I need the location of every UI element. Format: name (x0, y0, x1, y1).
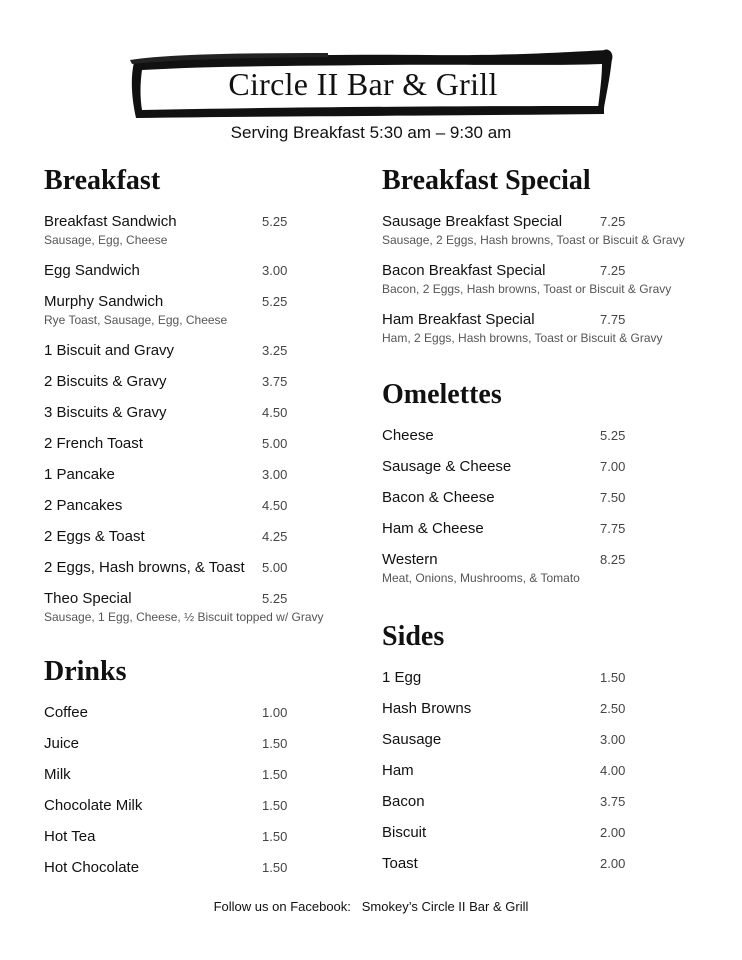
menu-item-row (382, 212, 712, 232)
menu-item-row (44, 558, 344, 578)
menu-item (44, 341, 344, 372)
menu-item-price: 7.75 (600, 312, 626, 327)
section-sides (382, 620, 712, 885)
menu-item-price: 7.25 (600, 263, 626, 278)
menu-item-price: 7.00 (600, 459, 626, 474)
menu-item-name: Ham (382, 762, 414, 779)
menu-item-price: 8.25 (600, 552, 626, 567)
menu-item-row (382, 426, 712, 446)
menu-item-row (382, 457, 712, 477)
menu-item-name: 1 Egg (382, 669, 422, 686)
menu-item-name: Bacon (382, 793, 425, 810)
menu-item-row (382, 261, 712, 281)
section-omelettes (382, 378, 712, 599)
menu-item (44, 292, 344, 341)
menu-item-price: 2.00 (600, 825, 626, 840)
menu-item (382, 457, 712, 488)
menu-item-name: Hot Chocolate (44, 859, 140, 876)
menu-item-row (44, 212, 344, 232)
menu-item-row (44, 589, 344, 609)
item-list (44, 212, 344, 638)
menu-item-price: 3.75 (262, 374, 288, 389)
serving-hours: Serving Breakfast 5:30 am – 9:30 am (230, 123, 512, 142)
menu-item-row (44, 796, 344, 816)
menu-item-row (382, 668, 712, 688)
menu-item-price: 5.25 (262, 591, 288, 606)
menu-item-name: Biscuit (382, 824, 427, 841)
menu-item (44, 212, 344, 261)
menu-item (44, 858, 344, 889)
menu-item-name: 1 Biscuit and Gravy (44, 342, 175, 359)
menu-item-price: 1.00 (262, 705, 288, 720)
menu-item (44, 434, 344, 465)
menu-item-name: Sausage & Cheese (382, 458, 512, 475)
menu-item-price: 7.75 (600, 521, 626, 536)
menu-item-row (44, 858, 344, 878)
menu-item (382, 668, 712, 699)
menu-item (44, 703, 344, 734)
menu-item-row (382, 792, 712, 812)
section-title: Breakfast Special (382, 165, 591, 196)
menu-item-row (44, 292, 344, 312)
section-title: Breakfast (44, 165, 161, 196)
menu-item-description: Ham, 2 Eggs, Hash browns, Toast or Biscuit & Gravy (382, 331, 663, 345)
menu-item (44, 261, 344, 292)
menu-item-price: 1.50 (600, 670, 626, 685)
menu-item-name: Hash Browns (382, 700, 472, 717)
menu-item-row (382, 823, 712, 843)
menu-item-name: 2 Eggs & Toast (44, 528, 145, 545)
menu-item-row (44, 827, 344, 847)
facebook-footer: Follow us on Facebook: Smokey’s Circle II Bar & Grill (213, 899, 529, 914)
item-list (382, 212, 712, 359)
menu-item-row (44, 434, 344, 454)
menu-item (382, 699, 712, 730)
section-breakfast-special (382, 164, 712, 359)
menu-item (44, 734, 344, 765)
menu-item-description: Meat, Onions, Mushrooms, & Tomato (382, 571, 580, 585)
menu-item-row (44, 703, 344, 723)
menu-item (382, 426, 712, 457)
menu-item-name: Chocolate Milk (44, 797, 143, 814)
menu-item-price: 3.75 (600, 794, 626, 809)
menu-item-row (44, 527, 344, 547)
section-title: Omelettes (382, 379, 502, 410)
menu-item-name: Western (382, 551, 438, 568)
menu-item-row (382, 730, 712, 750)
menu-item-description: Sausage, 2 Eggs, Hash browns, Toast or Biscuit & Gravy (382, 233, 685, 247)
menu-item-row (382, 761, 712, 781)
menu-item-row (44, 765, 344, 785)
menu-item-description: Rye Toast, Sausage, Egg, Cheese (44, 313, 228, 327)
menu-item-price: 4.50 (262, 498, 288, 513)
menu-item-description: Sausage, Egg, Cheese (44, 233, 168, 247)
menu-item-price: 5.00 (262, 436, 288, 451)
menu-item (382, 212, 712, 261)
menu-item-price: 5.00 (262, 560, 288, 575)
menu-item-price: 1.50 (262, 767, 288, 782)
menu-item (382, 488, 712, 519)
menu-item-price: 2.00 (600, 856, 626, 871)
menu-item (44, 403, 344, 434)
item-list (44, 703, 344, 889)
menu-item-name: Bacon & Cheese (382, 489, 495, 506)
menu-item-row (382, 519, 712, 539)
menu-item (382, 854, 712, 885)
menu-item-name: Theo Special (44, 590, 132, 607)
menu-item-price: 5.25 (600, 428, 626, 443)
menu-item-price: 3.00 (600, 732, 626, 747)
menu-item-price: 1.50 (262, 798, 288, 813)
menu-item (44, 558, 344, 589)
menu-item-price: 3.00 (262, 263, 288, 278)
menu-item (382, 261, 712, 310)
menu-item-name: Ham Breakfast Special (382, 311, 535, 328)
menu-item-row (44, 403, 344, 423)
menu-item-name: Toast (382, 855, 418, 872)
menu-item (382, 550, 712, 599)
menu-item-name: Sausage (382, 731, 442, 748)
menu-item-name: 2 Pancakes (44, 497, 123, 514)
menu-item (44, 465, 344, 496)
menu-item (44, 765, 344, 796)
menu-item-row (44, 496, 344, 516)
menu-item-name: Juice (44, 735, 80, 752)
menu-item-price: 7.50 (600, 490, 626, 505)
menu-item-price: 1.50 (262, 736, 288, 751)
item-list (382, 426, 712, 599)
section-breakfast (44, 164, 344, 638)
menu-item-name: 2 French Toast (44, 435, 143, 452)
menu-item-price: 4.25 (262, 529, 288, 544)
menu-item-price: 5.25 (262, 214, 288, 229)
item-list (382, 668, 712, 885)
menu-item-name: Hot Tea (44, 828, 96, 845)
menu-item-name: 2 Eggs, Hash browns, & Toast (44, 559, 245, 576)
menu-item (44, 527, 344, 558)
menu-item-row (382, 854, 712, 874)
menu-item-name: Cheese (382, 427, 434, 444)
menu-item-name: Coffee (44, 704, 88, 721)
menu-item (44, 796, 344, 827)
menu-item-name: Murphy Sandwich (44, 293, 164, 310)
menu-item-name: 2 Biscuits & Gravy (44, 373, 167, 390)
menu-item-name: Bacon Breakfast Special (382, 262, 546, 279)
menu-item-row (382, 699, 712, 719)
menu-item-name: Egg Sandwich (44, 262, 140, 279)
menu-item-price: 1.50 (262, 860, 288, 875)
menu-item-row (44, 465, 344, 485)
menu-item (382, 519, 712, 550)
menu-item-price: 4.50 (262, 405, 288, 420)
menu-item-row (44, 341, 344, 361)
menu-item-description: Bacon, 2 Eggs, Hash browns, Toast or Biscuit & Gravy (382, 282, 672, 296)
menu-item (44, 827, 344, 858)
menu-item-price: 7.25 (600, 214, 626, 229)
menu-item-price: 3.00 (262, 467, 288, 482)
menu-item (44, 496, 344, 527)
menu-item-row (382, 310, 712, 330)
menu-item-price: 3.25 (262, 343, 288, 358)
menu-item-row (382, 550, 712, 570)
menu-item-name: 1 Pancake (44, 466, 115, 483)
menu-item (44, 589, 344, 638)
section-drinks (44, 655, 344, 889)
menu-item-name: 3 Biscuits & Gravy (44, 404, 167, 421)
menu-item (44, 372, 344, 403)
menu-item (382, 761, 712, 792)
menu-item (382, 823, 712, 854)
menu-item-name: Milk (44, 766, 71, 783)
menu-item-name: Ham & Cheese (382, 520, 484, 537)
section-title: Sides (382, 621, 445, 652)
menu-item (382, 792, 712, 823)
menu-item-row (44, 261, 344, 281)
menu-item-price: 4.00 (600, 763, 626, 778)
menu-item (382, 730, 712, 761)
menu-item-name: Sausage Breakfast Special (382, 213, 563, 230)
menu-item-name: Breakfast Sandwich (44, 213, 177, 230)
section-title: Drinks (44, 656, 127, 687)
menu-item-row (382, 488, 712, 508)
menu-item-row (44, 734, 344, 754)
title-brush-frame (128, 48, 614, 120)
menu-item-price: 1.50 (262, 829, 288, 844)
menu-item-description: Sausage, 1 Egg, Cheese, ½ Biscuit topped w/ Gravy (44, 610, 324, 624)
menu-item-price: 5.25 (262, 294, 288, 309)
menu-item (382, 310, 712, 359)
menu-item-price: 2.50 (600, 701, 626, 716)
restaurant-title: Circle II Bar & Grill (228, 66, 498, 102)
menu-item-row (44, 372, 344, 392)
